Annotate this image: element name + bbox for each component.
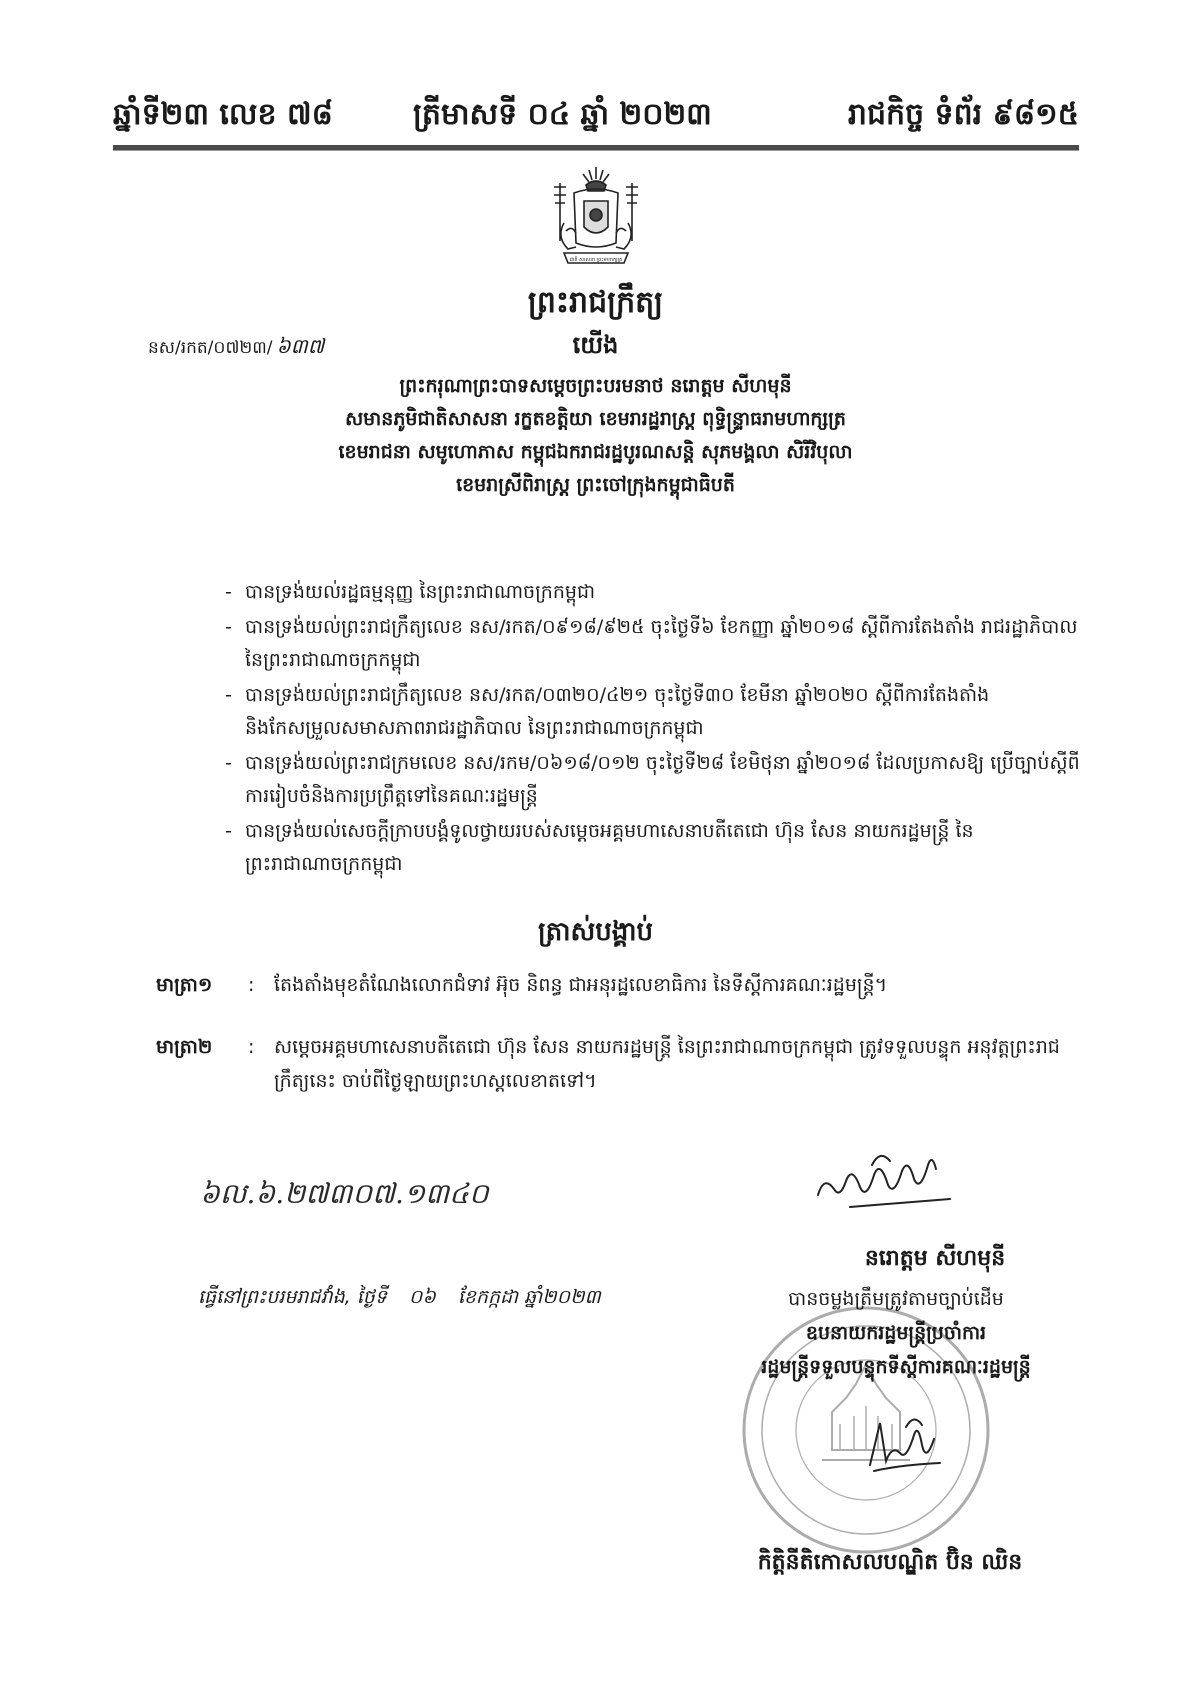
king-line: ខេមរាស្រីពិរាស្ត្រ ព្រះចៅក្រុងកម្ពុជាធិបតី: [456, 474, 735, 496]
article-2: [156, 1030, 1086, 1098]
header-page: រាជកិច្ច ទំព័រ ៩៨១៥: [847, 97, 1079, 132]
king-line: ខេមរាជនា សមូហោភាស កម្ពុជឯករាជរដ្ឋបូរណសន្តិ សុភមង្គលា សិរីវិបុលា: [338, 441, 853, 463]
article-text: សម្តេចអគ្គមហាសេនាបតីតេជោ ហ៊ុន សែន នាយករដ្ឋមន្ត្រី នៃព្រះរាជាណាចក្រកម្ពុជា ត្រូវទទួលបន្ទុក អនុវត្តព្រះរាជក្រឹត្យនេះ ចាប់ពីថ្ងៃឡាយព្រះហស្តលេខាតទៅ។: [274, 1036, 1060, 1092]
article-text: តែងតាំងមុខតំណែងលោកជំទាវ អ៊ុច និពន្ធ ជាអនុរដ្ឋលេខាធិការ នៃទីស្តីការគណៈរដ្ឋមន្ត្រី។: [274, 974, 888, 996]
king-titles: [0, 370, 1191, 502]
king-line: សមានភូមិជាតិសាសនា រក្ខតខត្តិយា ខេមរារដ្ឋរាស្ត្រ ពុទ្ធិន្ទ្រាធរាមហាក្សត្រ: [345, 408, 846, 430]
emblem-motto: ជាតិ សាសនា ព្រះមហាក្សត្រ: [569, 257, 623, 263]
place-label: ធ្វើនៅព្រះបរមរាជវាំង, ថ្ងៃទី: [198, 1286, 387, 1308]
document-title: ព្រះរាជក្រឹត្យ: [527, 285, 664, 320]
consideration-item: - បានទ្រង់យល់ព្រះរាជក្រមលេខ នស/រកម/០៦១៨/០១២ ចុះថ្ងៃទី២៨ ខែមិថុនា ឆ្នាំ២០១៨ ដែលប្រកាសឱ្យ ប្រើច្បាប់ស្តីពីការរៀបចំនិងការប្រព្រឹត្តទៅនៃគណៈរដ្ឋមន្ត្រី: [225, 747, 1085, 813]
certification-line: ឧបនាយករដ្ឋមន្ត្រីប្រចាំការ: [805, 1322, 987, 1344]
decision-heading: ត្រាស់បង្គាប់: [537, 917, 654, 947]
king-line: ព្រះករុណាព្រះបាទសម្តេចព្រះបរមនាថ នរោត្តម សីហមុនី: [399, 375, 792, 397]
considerations-list: [225, 576, 1085, 883]
day-value: ០៦: [408, 1286, 436, 1308]
king-signature-icon: [810, 1135, 960, 1215]
official-signature-icon: [860, 1405, 950, 1485]
we-heading: យើង: [572, 331, 619, 359]
reference-printed: នស/រកត/០៧២៣/: [148, 338, 273, 358]
handwritten-date: ៦ល.៦.២៧៣០៧.១៣៤០: [200, 1177, 489, 1210]
article-label: មាត្រា២: [156, 1036, 213, 1058]
header-year-issue: ឆ្នាំទី២៣ លេខ ៧៨: [113, 97, 333, 132]
article-colon: :: [248, 974, 255, 996]
signer-name: នរោត្តម សីហមុនី: [864, 1246, 1006, 1271]
consideration-item: - បានទ្រង់យល់ព្រះរាជក្រឹត្យលេខ នស/រកត/០៩១៨/៩២៥ ចុះថ្ងៃទី៦ ខែកញ្ញា ឆ្នាំ២០១៨ ស្តីពីការតែងតាំង រាជរដ្ឋាភិបាល នៃព្រះរាជាណាចក្រកម្ពុជា: [225, 611, 1085, 677]
article-label: មាត្រា១: [156, 974, 213, 996]
certification-block: [666, 1282, 1126, 1384]
article-1: [156, 968, 1086, 1002]
consideration-item: - បានទ្រង់យល់ព្រះរាជក្រឹត្យលេខ នស/រកត/០៣២០/៤២១ ចុះថ្ងៃទី៣០ ខែមីនា ឆ្នាំ២០២០ ស្តីពីការតែងតាំង និងកែសម្រួលសមាសភាពរាជរដ្ឋាភិបាល នៃព្រះរាជាណាចក្រកម្ពុជា: [225, 679, 1085, 745]
article-colon: :: [248, 1036, 255, 1058]
official-signer-name: កិត្តិនីតិកោសលបណ្ឌិត ប៊ិន ឈិន: [757, 1550, 1023, 1575]
header-divider: [113, 145, 1079, 151]
consideration-item: - បានទ្រង់យល់រដ្ឋធម្មនុញ្ញ នៃព្រះរាជាណាចក្រកម្ពុជា: [225, 576, 1085, 609]
consideration-item: - បានទ្រង់យល់សេចក្តីក្រាបបង្គំទូលថ្វាយរបស់សម្តេចអគ្គមហាសេនាបតីតេជោ ហ៊ុន សែន នាយករដ្ឋមន្ត្រី នៃព្រះរាជាណាចក្រកម្ពុជា: [225, 815, 1085, 881]
reference-handwritten: ៦៣៧: [276, 334, 325, 358]
header-date: ត្រីមាសទី ០៤ ឆ្នាំ ២០២៣: [413, 97, 712, 132]
month-year-value: ខែកក្កដា ឆ្នាំ២០២៣: [457, 1286, 601, 1308]
gazette-header: [113, 90, 1079, 140]
place-and-date: [198, 1285, 601, 1313]
certification-line: បានចម្លងត្រឹមត្រូវតាមច្បាប់ដើម: [788, 1288, 1004, 1310]
royal-arms-icon: [546, 163, 646, 281]
certification-line: រដ្ឋមន្ត្រីទទួលបន្ទុកទីស្តីការគណៈរដ្ឋមន្ត្រី: [761, 1356, 1031, 1378]
